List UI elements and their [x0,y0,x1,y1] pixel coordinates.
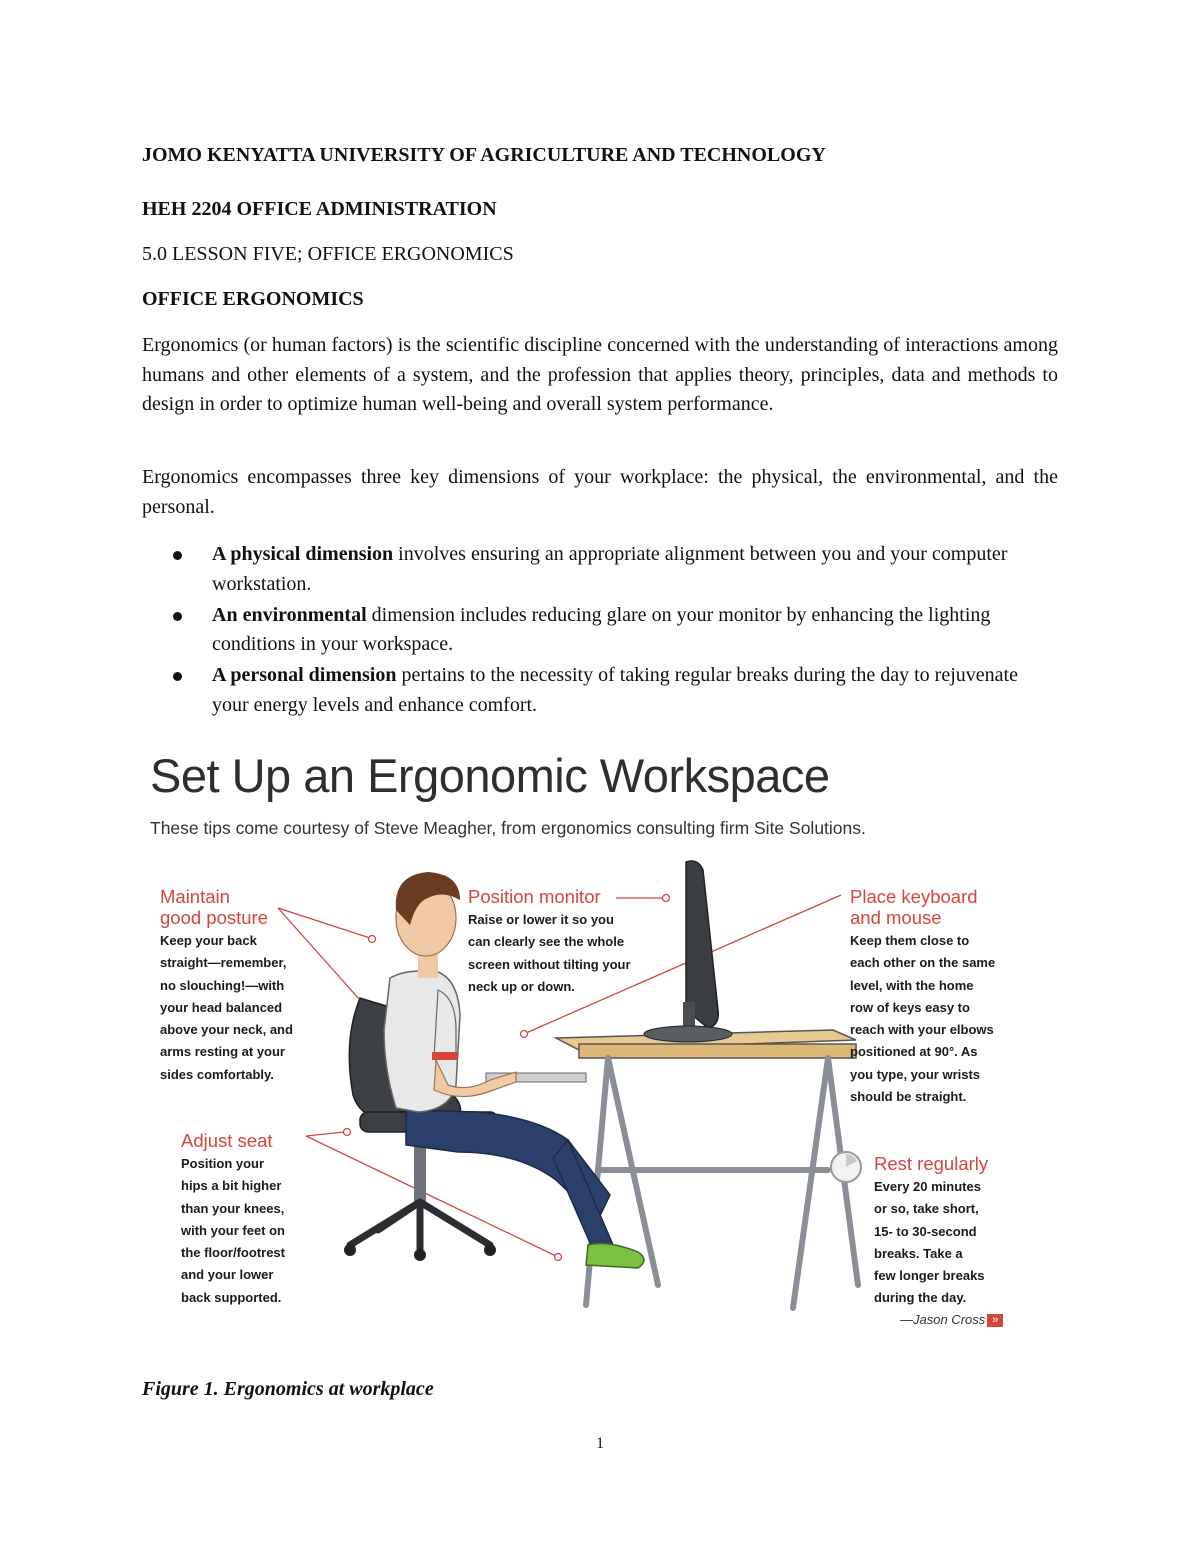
section-heading: OFFICE ERGONOMICS [142,288,364,310]
course-title: HEH 2204 OFFICE ADMINISTRATION [142,198,497,220]
keyboard-dot [521,1031,528,1038]
tip-line: your head balanced [160,999,283,1015]
bullet-text: dimension includes reducing glare on your monitor by enhancing the lighting conditions in your workspace. [212,603,991,655]
dimension-list [142,540,1058,722]
tip-line: sides comfortably. [160,1066,274,1082]
paragraph-definition: Ergonomics (or human factors) is the scientific discipline concerned with the understanding of interactions among humans and other elements of a system, and the profession that applies theory, principles, data and methods to design in order to optimize human well-being and overall system performance. [142,334,1058,415]
tip-line: reach with your elbows [850,1022,994,1038]
double-chevron-icon: » [987,1314,1003,1327]
figure-subtitle: These tips come courtesy of Steve Meagher, from ergonomics consulting firm Site Solutions. [150,818,866,838]
bullet-text: involves ensuring an appropriate alignment between you and your computer workstation. [212,543,1008,595]
tip-line: the floor/footrest [181,1245,285,1261]
tip-line: breaks. Take a [874,1245,963,1261]
tip-line: with your feet on [181,1222,285,1238]
tip-body [160,930,330,1086]
tip-line: level, with the home [850,977,974,993]
tip-body [874,1176,1034,1310]
tip-body [468,909,668,998]
tip-line: neck up or down. [468,978,575,994]
tip-line: during the day. [874,1290,967,1306]
tip-line: Raise or lower it so you [468,912,614,927]
page-number: 1 [596,1435,604,1452]
figure-credit [900,1312,1003,1327]
tip-heading: Rest regularly [874,1153,989,1174]
tip-keyboard [850,886,1030,1108]
tip-body [850,930,1030,1108]
tip-heading: Place keyboard [850,886,978,907]
tip-line: you type, your wrists [850,1066,981,1082]
bullet-bold: A personal dimension [212,664,397,686]
tip-seat [181,1130,331,1309]
tip-line: than your knees, [181,1200,285,1216]
list-item [142,661,1058,720]
tip-body [181,1153,331,1309]
tip-line: straight—remember, [160,955,287,971]
posture-dot-head [369,936,376,943]
tip-monitor [468,886,668,998]
figure-title: Set Up an Ergonomic Workspace [150,749,830,802]
tip-line: hips a bit higher [181,1178,282,1194]
tip-line: few longer breaks [874,1268,985,1284]
tip-line: Keep them close to [850,933,970,948]
tip-line: arms resting at your [160,1044,285,1060]
list-item [142,601,1058,660]
figure-caption: Figure 1. Ergonomics at workplace [142,1378,434,1400]
tip-rest [874,1153,1034,1310]
seat-dot-a [344,1129,351,1136]
tip-line: row of keys easy to [850,999,970,1015]
bullet-icon [173,551,182,560]
bullet-icon [173,612,182,621]
tip-line: back supported. [181,1289,282,1305]
tip-line: screen without tilting your [468,956,631,972]
tip-line: Keep your back [160,933,257,948]
bullet-bold: An environmental [212,603,367,626]
tip-line: no slouching!—with [160,977,285,993]
tip-line: and your lower [181,1267,274,1283]
bullet-bold: A physical dimension [212,543,394,565]
tip-heading: Position monitor [468,886,601,907]
credit-text: —Jason Cross [900,1312,986,1327]
tip-line: above your neck, and [160,1022,293,1038]
clock-icon [831,1152,861,1182]
seat-dot-b [555,1254,562,1261]
tip-heading: Adjust seat [181,1130,273,1151]
tip-line: or so, take short, [874,1201,979,1217]
bullet-icon [173,672,182,681]
tip-line: Every 20 minutes [874,1179,981,1194]
bullet-text: pertains to the necessity of taking regular breaks during the day to rejuvenate your energy levels and enhance comfort. [212,664,1018,716]
tip-line: should be straight. [850,1089,967,1105]
tip-line: positioned at 90°. As [850,1044,978,1060]
tip-line: each other on the same [850,955,996,971]
ergonomic-workspace-figure [138,740,1068,1340]
lesson-title: 5.0 LESSON FIVE; OFFICE ERGONOMICS [142,243,514,265]
tip-line: Position your [181,1156,265,1171]
paragraph-dimensions: Ergonomics encompasses three key dimensions of your workplace: the physical, the environmental, and the personal. [142,466,1058,518]
list-item [142,540,1058,599]
tip-heading: Maintain [160,886,230,907]
tip-heading: and mouse [850,907,942,928]
university-name: JOMO KENYATTA UNIVERSITY OF AGRICULTURE AND TECHNOLOGY [142,144,826,166]
tip-posture [160,886,330,1086]
tip-heading: good posture [160,907,269,928]
tip-line: can clearly see the whole [468,934,625,950]
tip-line: 15- to 30-second [874,1223,977,1239]
